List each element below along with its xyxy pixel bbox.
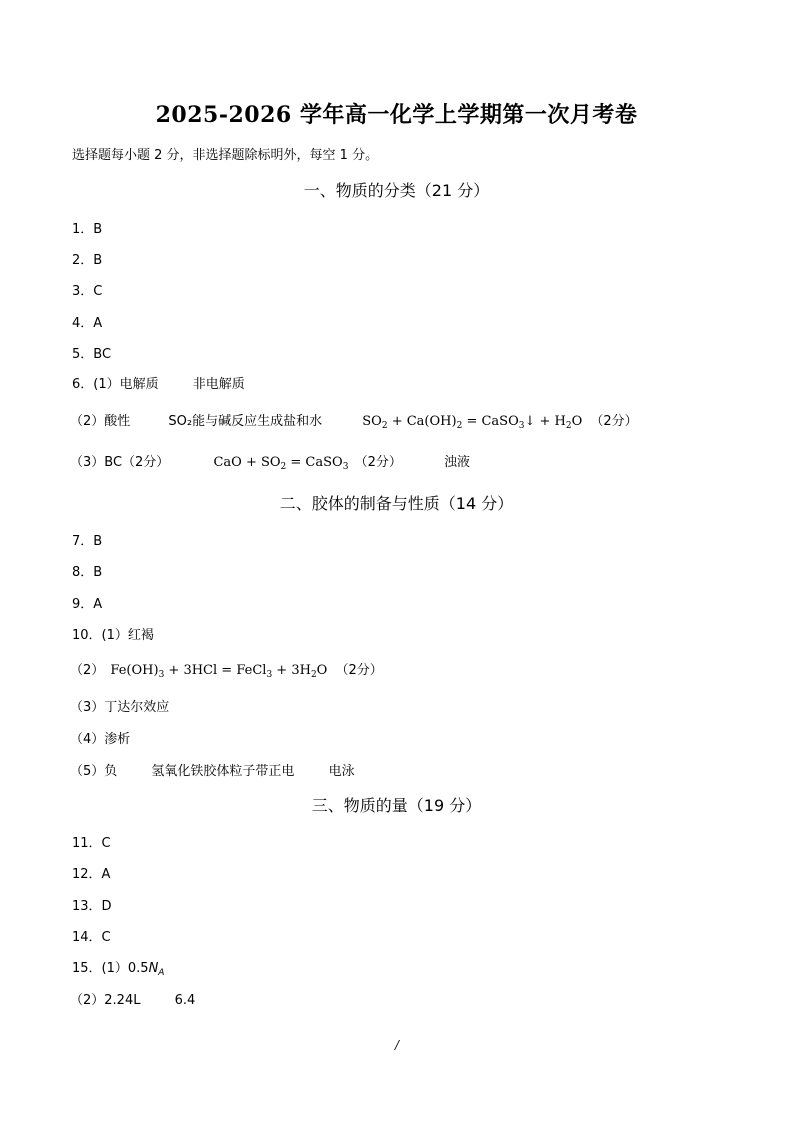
section-heading-amount-of-substance: 三、物质的量（19 分） [311, 796, 482, 815]
q6-1-part-a: 6．(1）电解质 [72, 377, 159, 392]
q15-2-part-a: （2）2.24L [70, 993, 141, 1008]
q15-2-part-b: 6.4 [174, 993, 196, 1008]
q10-5-part-a: （5）负 [70, 764, 118, 779]
answer-q14: 14．C [72, 930, 111, 945]
answer-q3: 3．C [72, 284, 103, 299]
answer-q6-3 [70, 451, 470, 470]
answer-q6-1 [72, 373, 245, 392]
answer-q1: 1．B [72, 222, 103, 237]
answer-q12: 12．A [72, 867, 111, 882]
answer-q10-5 [70, 760, 355, 779]
answer-q13: 13．D [72, 899, 112, 914]
avogadro-subscript: A [158, 968, 165, 978]
q10-2-label: （2） [70, 663, 105, 678]
section-heading-colloid: 二、胶体的制备与性质（14 分） [279, 494, 514, 513]
q6-2-part-a: （2）酸性 [70, 414, 131, 429]
answer-q4: 4．A [72, 316, 103, 331]
scoring-note: 选择题每小题 2 分，非选择题除标明外，每空 1 分。 [72, 148, 379, 163]
q6-3-part-a: （3）BC（2分） [70, 455, 170, 470]
q6-2-part-b: SO₂能与碱反应生成盐和水 [168, 414, 323, 429]
page-number: / [395, 1038, 400, 1052]
q6-3-part-c: 浊液 [443, 455, 470, 470]
q10-2-score: （2分） [335, 663, 383, 678]
q6-3-score: （2分） [354, 455, 402, 470]
q15-1-label: 15．(1）0.5 [72, 961, 149, 976]
answer-q8: 8．B [72, 565, 103, 580]
q10-5-part-c: 电泳 [328, 764, 355, 779]
q15-1-unit [149, 961, 165, 976]
answer-q11: 11．C [72, 836, 111, 851]
q10-2-equation: $Fe(OH)_3 + 3HCl$ = FeCl$_3$ + $3H_2O$ [110, 663, 328, 680]
answer-q2: 2．B [72, 253, 103, 268]
q6-2-score: （2分） [590, 414, 638, 429]
answer-q6-2 [70, 410, 638, 429]
answer-q10-1: 10．(1）红褐 [72, 628, 154, 643]
answer-q5: 5．BC [72, 347, 112, 362]
answer-q7: 7．B [72, 534, 103, 549]
answer-q15-1 [72, 957, 164, 976]
q10-5-part-b: 氢氧化铁胶体粒子带正电 [151, 764, 295, 779]
page-title: 2025-2026 学年高一化学上学期第一次月考卷 [155, 102, 638, 128]
answer-q10-2 [70, 659, 383, 678]
q6-2-equation: $SO_2 + Ca(OH)_2$ = CaSO$_3$↓ + $H_2O$ [362, 414, 583, 431]
answer-q15-2 [70, 989, 195, 1008]
avogadro-symbol: N [148, 961, 159, 976]
answer-q10-3: （3）丁达尔效应 [70, 700, 170, 715]
q6-3-equation: CaO + $SO_2$ = CaSO$_3$ [213, 455, 349, 472]
q6-1-part-b: 非电解质 [192, 377, 245, 392]
answer-q10-4: （4）渗析 [70, 732, 131, 747]
answer-q9: 9．A [72, 597, 103, 612]
section-heading-classification: 一、物质的分类（21 分） [303, 181, 490, 200]
